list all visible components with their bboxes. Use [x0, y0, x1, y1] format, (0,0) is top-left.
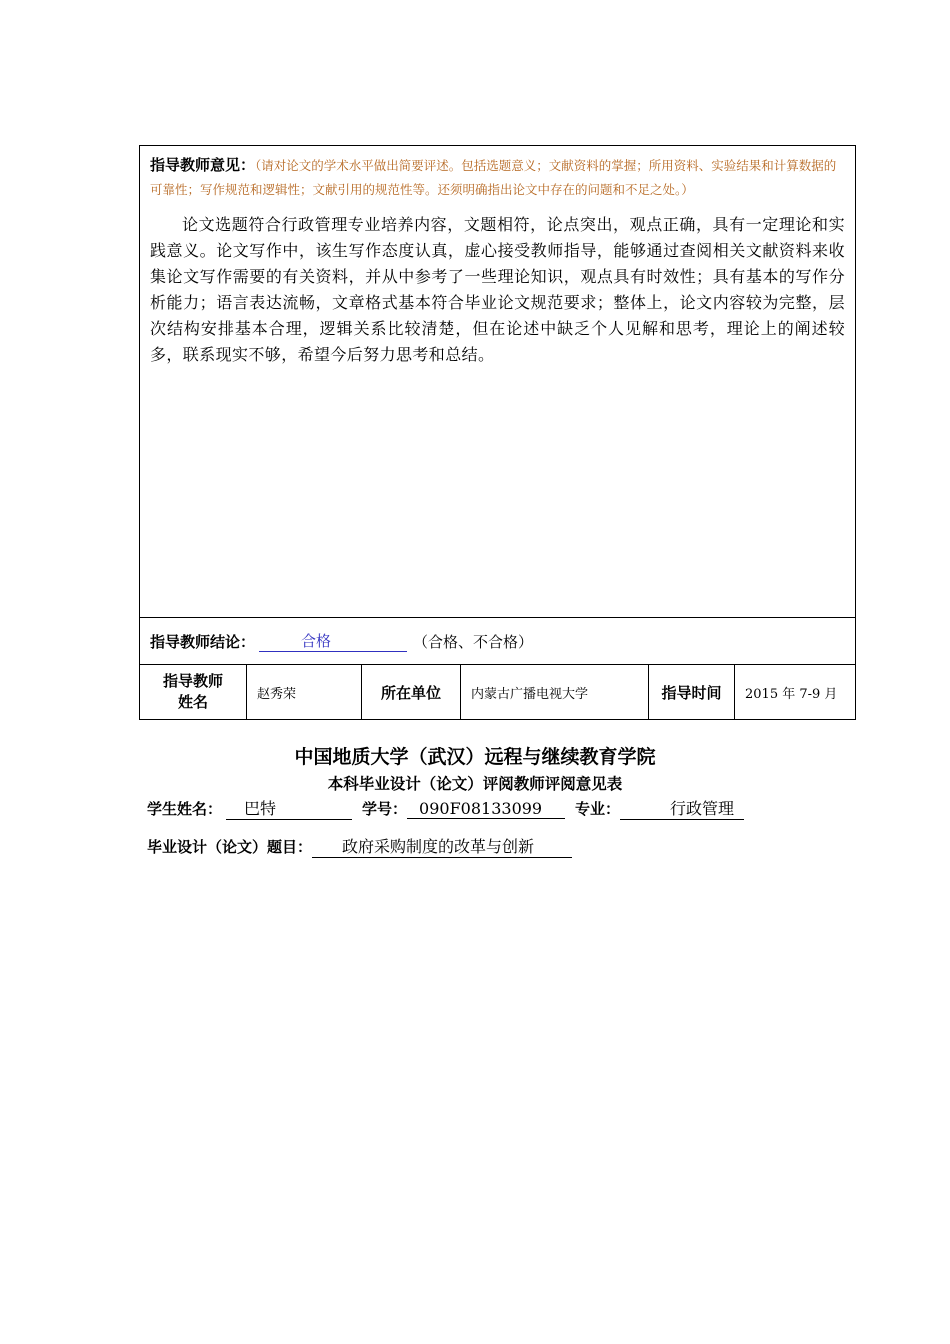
conclusion-label: 指导教师结论：	[150, 632, 256, 651]
student-name-value: 巴特	[226, 796, 352, 820]
student-id-value: 090F08133099	[407, 799, 565, 819]
student-id-label: 学号：	[362, 800, 408, 818]
advisor-conclusion-row	[140, 618, 855, 665]
student-info-line	[147, 796, 744, 820]
opinion-label: 指导教师意见：	[150, 156, 256, 174]
topic-label: 毕业设计（论文）题目：	[147, 838, 313, 856]
time-value: 2015 年 7-9 月	[745, 686, 838, 702]
advisor-info-row	[140, 665, 855, 719]
advisor-opinion-section	[140, 146, 855, 618]
opinion-heading	[150, 154, 845, 202]
advisor-name-label: 指导教师姓名	[163, 672, 224, 711]
conclusion-value: 合格	[259, 630, 407, 652]
time-label: 指导时间	[649, 665, 735, 719]
opinion-text: 论文选题符合行政管理专业培养内容，文题相符，论点突出，观点正确，具有一定理论和实践意义。论文写作中，该生写作态度认真，虚心接受教师指导，能够通过查阅相关文献资料来收集论文写作需要的有关资料，并从中参考了一些理论知识，观点具有时效性；具有基本的写作分析能力；语言表达流畅，文章格式基本符合毕业论文规范要求；整体上，论文内容较为完整，层次结构安排基本合理，逻辑关系比较清楚，但在论述中缺乏个人见解和思考，理论上的阐述较多，联系现实不够，希望今后努力思考和总结。	[150, 215, 845, 364]
advisor-name-value: 赵秀荣	[247, 665, 362, 719]
topic-value: 政府采购制度的改革与创新	[312, 834, 572, 858]
unit-value: 内蒙古广播电视大学	[461, 665, 649, 719]
opinion-instructions: （请对论文的学术水平做出简要评述。包括选题意义；文献资料的掌握；所用资料、实验结果和计算数据的可靠性；写作规范和逻辑性；文献引用的规范性等。还须明确指出论文中存在的问题和不足之处。）	[150, 158, 837, 197]
student-name-label: 学生姓名：	[147, 800, 223, 818]
major-value: 行政管理	[620, 796, 744, 820]
advisor-name-label-cell	[140, 665, 247, 719]
school-title: 中国地质大学（武汉）远程与继续教育学院	[294, 746, 656, 768]
conclusion-options-hint: （合格、不合格）	[413, 632, 534, 651]
thesis-topic-line	[147, 834, 572, 858]
advisor-evaluation-table	[139, 145, 856, 720]
form-title: 本科毕业设计（论文）评阅教师评阅意见表	[327, 775, 623, 793]
unit-label: 所在单位	[362, 665, 461, 719]
major-label: 专业：	[575, 800, 621, 818]
